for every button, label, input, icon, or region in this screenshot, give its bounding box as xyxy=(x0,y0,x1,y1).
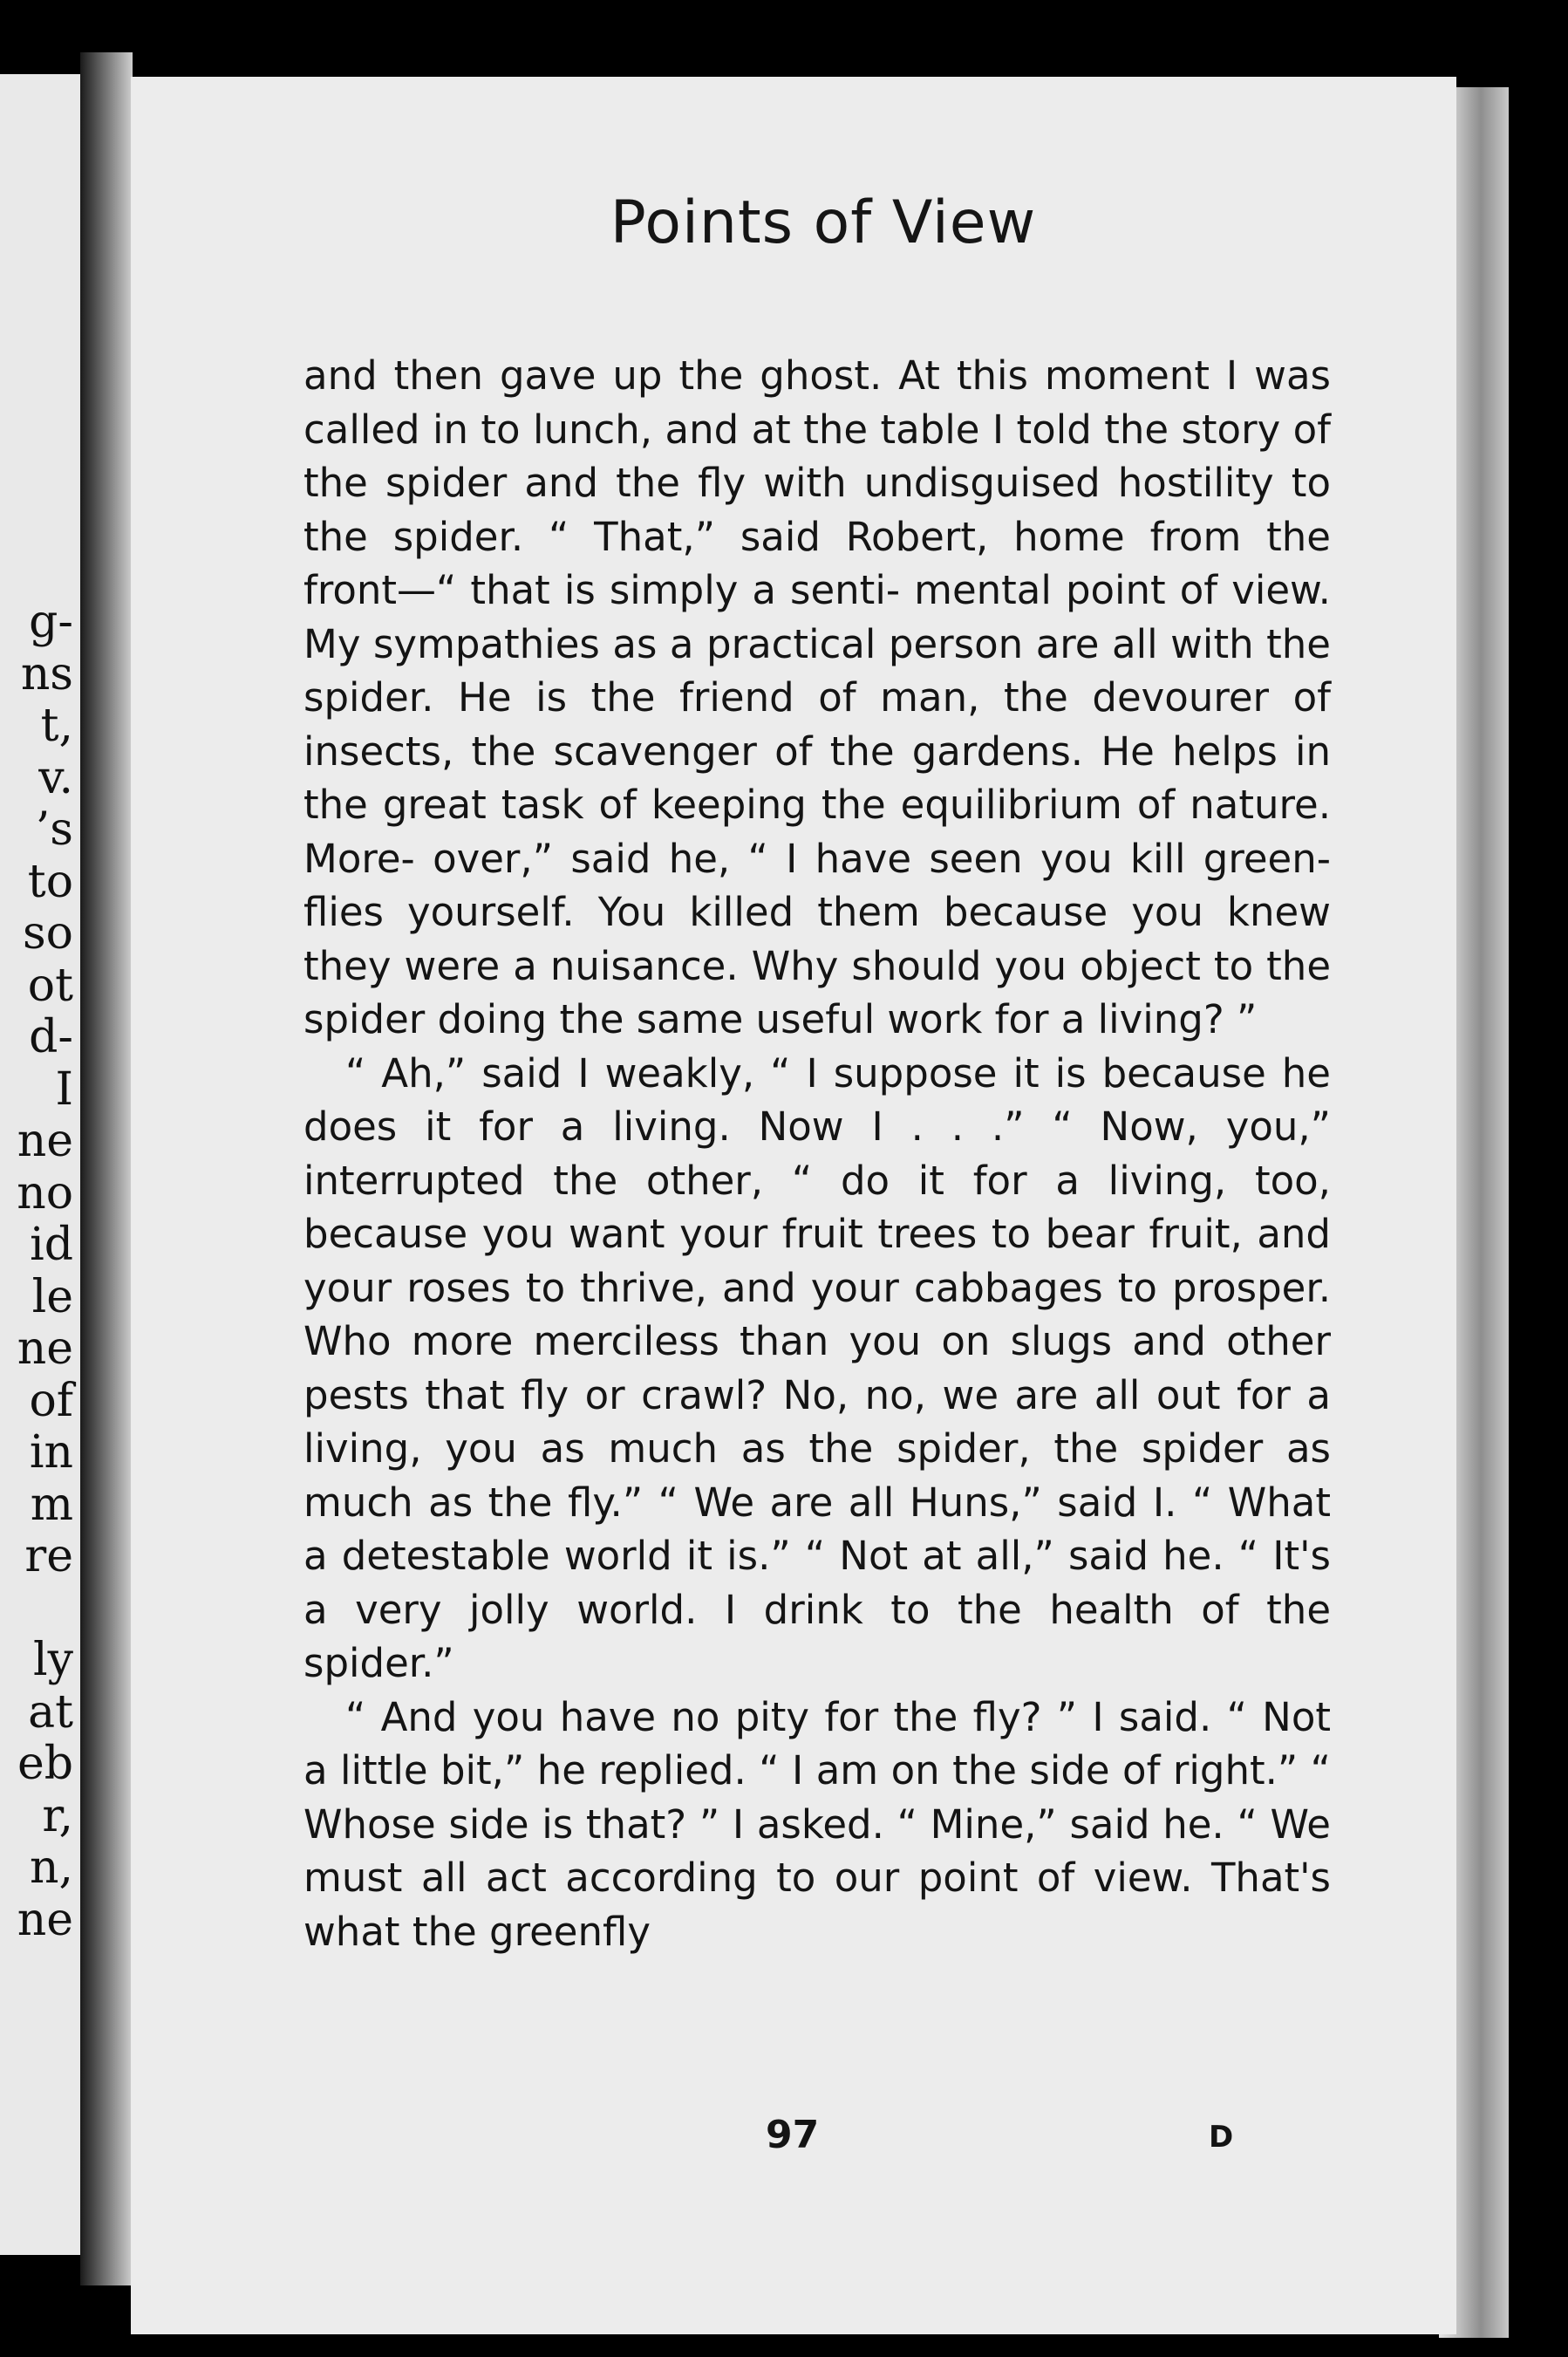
left-page-line-fragment: ly xyxy=(32,1634,73,1686)
left-page-line-fragment: v. xyxy=(38,751,73,804)
left-page-line-fragment: re xyxy=(24,1530,73,1582)
left-page-line-fragment: m xyxy=(30,1478,73,1531)
left-page-line-fragment: no xyxy=(17,1166,73,1219)
left-page-line-fragment: eb xyxy=(17,1738,73,1790)
left-page-line-fragment: g- xyxy=(29,596,73,648)
left-page-line-fragment: so xyxy=(23,907,73,960)
left-page-line-fragment: r, xyxy=(42,1789,73,1842)
left-page-line-fragment: I xyxy=(55,1062,73,1116)
left-page-line-fragment: ne xyxy=(17,1115,73,1167)
left-page-line-fragment: le xyxy=(31,1270,73,1323)
running-title: Points of View xyxy=(610,188,1037,257)
body-text xyxy=(303,349,1331,1958)
left-facing-page xyxy=(0,74,85,2255)
left-page-line-fragment: d- xyxy=(29,1011,73,1063)
left-page-line-fragment: at xyxy=(28,1685,73,1739)
paragraph-1: and then gave up the ghost. At this moment I was called in to lunch, and at the table I told the story of the spider and the fly with undisguised hostility to the spider. “ That,” said Robert, home from the front—“ that is simply a senti- mental point of view. My sympathies as a practical person are all with the spider. He is the friend of man, the devourer of insects, the scavenger of the gardens. He helps in the great task of keeping the equilibrium of nature. More- over,” said he, “ I have seen you kill green- flies yourself. You killed them because you knew they were a nuisance. Why should you object to the spider doing the same useful work for a living? ” xyxy=(303,352,1331,1042)
left-page-line-fragment: ns xyxy=(20,647,73,700)
left-page-line-fragment: id xyxy=(30,1219,73,1271)
left-page-line-fragment: ’s xyxy=(35,803,73,856)
book-page xyxy=(131,77,1456,2334)
left-page-line-fragment: ne xyxy=(17,1322,73,1375)
book-gutter xyxy=(80,52,133,2285)
left-page-line-fragment: ne xyxy=(17,1893,73,1946)
left-page-line-fragment: t, xyxy=(40,700,73,752)
page-number: 97 xyxy=(766,2113,820,2157)
paragraph-3: “ And you have no pity for the fly? ” I said. “ Not a little bit,” he replied. “ I am on the side of right.” “ Whose side is that? ” I asked. “ Mine,” said he. “ We must all act according to our point of view. That's what the greenfly xyxy=(303,1693,1331,1955)
left-page-line-fragment: in xyxy=(29,1426,73,1479)
paragraph-2: “ Ah,” said I weakly, “ I suppose it is because he does it for a living. Now I . . .” “ Now, you,” interrupted the other, “ do it for a living, too, because you want your fruit trees to bear fruit, and your roses to thrive, and your cabbages to prosper. Who more merciless than you on slugs and other pests that fly or crawl? No, no, we are all out for a living, you as much as the spider, the spider as much as the fly.” “ We are all Huns,” said I. “ What a detestable world it is.” “ Not at all,” said he. “ It's a very jolly world. I drink to the health of the spider.” xyxy=(303,1049,1331,1686)
left-page-line-fragment: n, xyxy=(29,1841,73,1894)
left-page-line-fragment: ot xyxy=(27,959,73,1012)
left-page-line-fragment: of xyxy=(29,1374,73,1427)
left-page-line-fragment: to xyxy=(27,855,73,908)
signature-mark: D xyxy=(1209,2120,1234,2155)
